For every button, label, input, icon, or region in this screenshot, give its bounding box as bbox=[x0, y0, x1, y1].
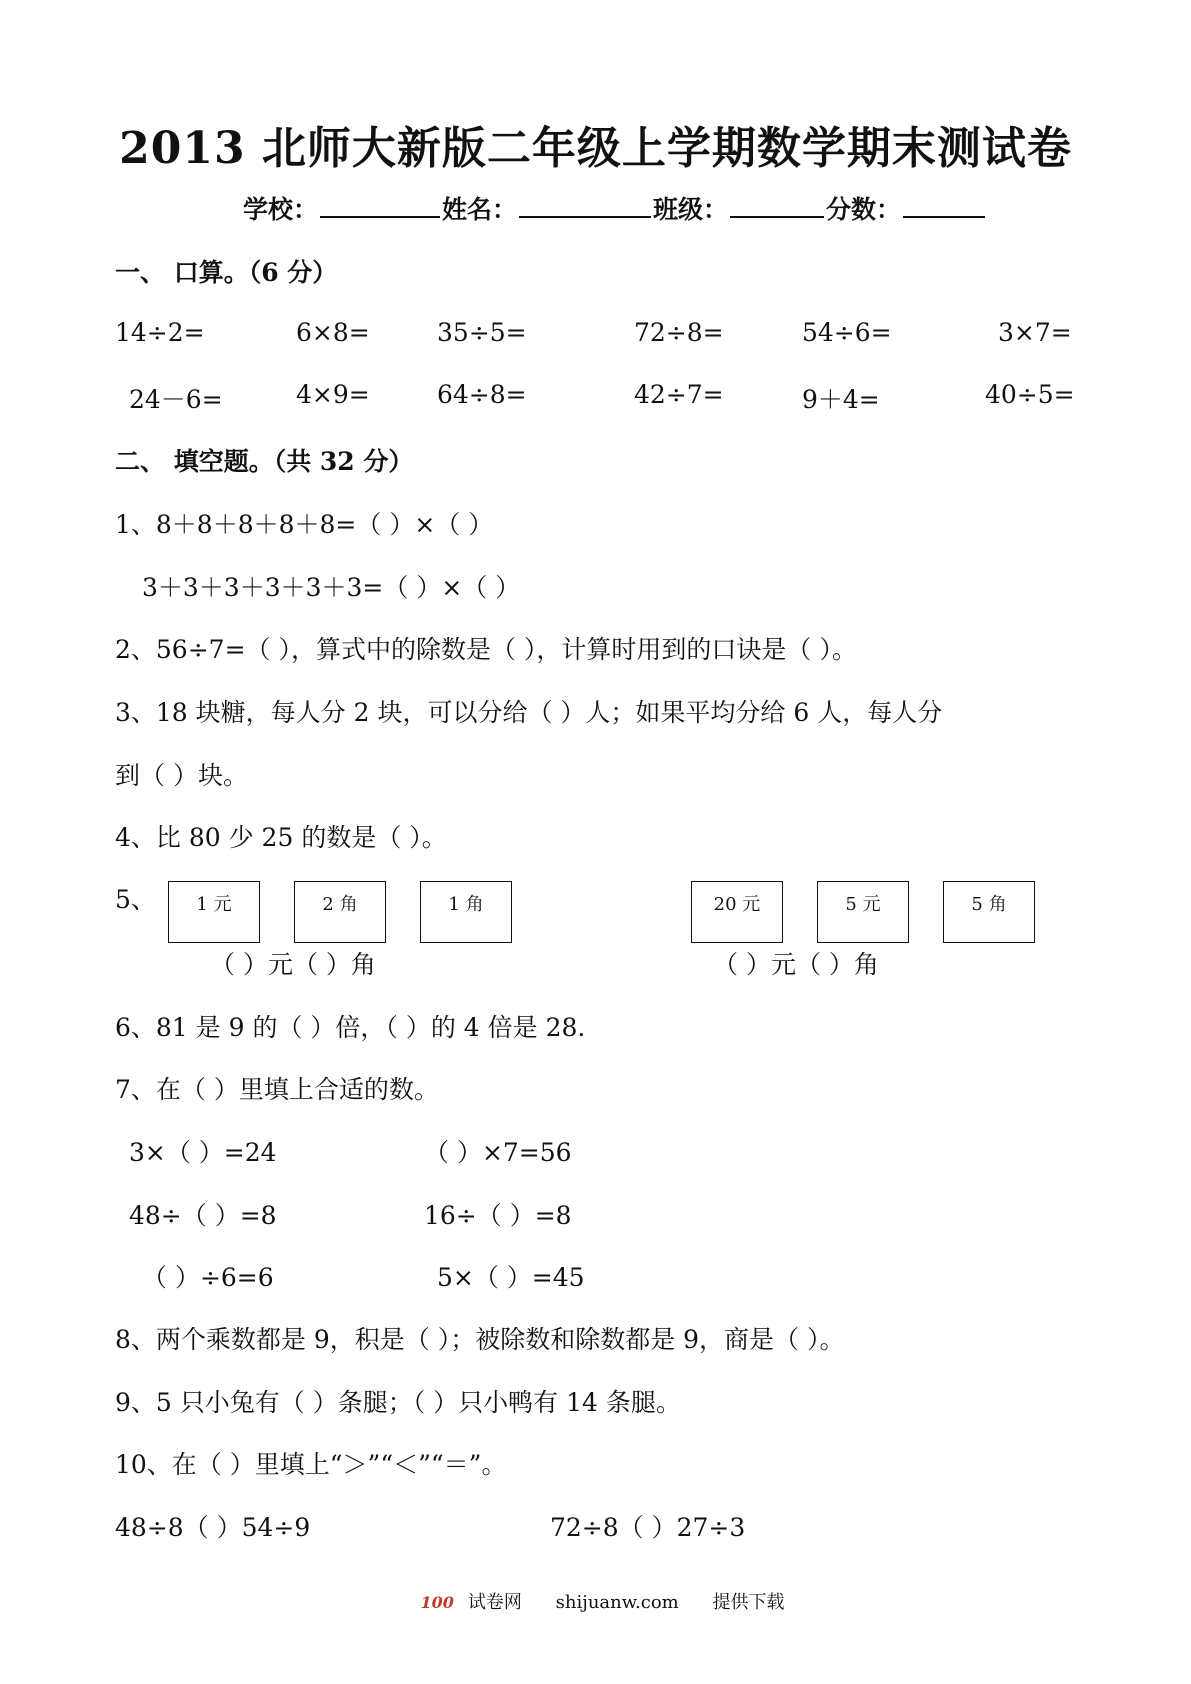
question-5-left-answer: （ ）元（ ）角 bbox=[210, 950, 376, 979]
footer-url[interactable]: shijuanw.com bbox=[555, 1592, 679, 1613]
question-10: 10、在（ ）里填上“＞”“＜”“＝”。 bbox=[115, 1450, 507, 1479]
school-blank bbox=[320, 190, 440, 218]
money-box: 1 元 bbox=[168, 881, 260, 943]
calc-item: 6×8= bbox=[296, 318, 370, 347]
money-box: 20 元 bbox=[691, 881, 783, 943]
question-3a: 3、18 块糖，每人分 2 块，可以分给（ ）人；如果平均分给 6 人，每人分 bbox=[115, 698, 943, 727]
class-blank bbox=[730, 190, 824, 218]
calc-item: 64÷8= bbox=[437, 380, 527, 409]
q7-item: （ ）÷6=6 bbox=[142, 1263, 274, 1292]
question-5-label: 5、 bbox=[115, 885, 156, 914]
page-title: 2013 北师大新版二年级上学期数学期末测试卷 bbox=[119, 123, 1072, 174]
page-footer bbox=[0, 1588, 1191, 1614]
school-label: 学校： bbox=[243, 195, 319, 224]
question-1b: 3＋3＋3＋3＋3＋3=（ ）×（ ） bbox=[142, 573, 521, 602]
question-4: 4、比 80 少 25 的数是（ ）。 bbox=[115, 823, 447, 852]
calc-item: 40÷5= bbox=[985, 380, 1075, 409]
student-info-line bbox=[243, 190, 987, 226]
q7-item: 5×（ ）=45 bbox=[437, 1263, 585, 1292]
calc-item: 42÷7= bbox=[634, 380, 724, 409]
footer-brand bbox=[407, 1592, 522, 1613]
q7-item: 48÷（ ）=8 bbox=[129, 1201, 277, 1230]
question-5-right-answer: （ ）元（ ）角 bbox=[713, 950, 879, 979]
question-2: 2、56÷7=（ ），算式中的除数是（ ），计算时用到的口诀是（ ）。 bbox=[115, 635, 857, 664]
money-box: 5 元 bbox=[817, 881, 909, 943]
q7-item: 16÷（ ）=8 bbox=[424, 1201, 572, 1230]
name-blank bbox=[519, 190, 651, 218]
money-box: 1 角 bbox=[420, 881, 512, 943]
calc-item: 4×9= bbox=[296, 380, 370, 409]
site-name: 试卷网 bbox=[467, 1592, 522, 1613]
question-9: 9、5 只小兔有（ ）条腿；（ ）只小鸭有 14 条腿。 bbox=[115, 1388, 681, 1417]
class-label: 班级： bbox=[653, 195, 729, 224]
score-blank bbox=[903, 190, 985, 218]
question-8: 8、两个乘数都是 9，积是（ ）；被除数和除数都是 9，商是（ ）。 bbox=[115, 1325, 845, 1354]
section2-header: 二、 填空题。（共 32 分） bbox=[115, 447, 414, 476]
calc-item: 9＋4= bbox=[802, 385, 880, 414]
q7-item: （ ）×7=56 bbox=[424, 1138, 572, 1167]
money-box: 2 角 bbox=[294, 881, 386, 943]
calc-item: 54÷6= bbox=[802, 318, 892, 347]
site-logo: 100 bbox=[420, 1593, 454, 1612]
section1-header: 一、 口算。（6 分） bbox=[115, 258, 338, 287]
calc-item: 24－6= bbox=[129, 385, 223, 414]
score-label: 分数： bbox=[826, 195, 902, 224]
calc-item: 35÷5= bbox=[437, 318, 527, 347]
question-1a: 1、8＋8＋8＋8＋8=（ ）×（ ） bbox=[115, 510, 494, 539]
money-box: 5 角 bbox=[943, 881, 1035, 943]
q10-item: 48÷8（ ）54÷9 bbox=[115, 1513, 311, 1542]
question-7: 7、在（ ）里填上合适的数。 bbox=[115, 1075, 439, 1104]
q7-item: 3×（ ）=24 bbox=[129, 1138, 277, 1167]
question-3b: 到（ ）块。 bbox=[115, 761, 248, 790]
calc-item: 14÷2= bbox=[115, 318, 205, 347]
name-label: 姓名： bbox=[442, 195, 518, 224]
footer-note: 提供下载 bbox=[712, 1592, 785, 1613]
calc-item: 72÷8= bbox=[634, 318, 724, 347]
q10-item: 72÷8（ ）27÷3 bbox=[550, 1513, 746, 1542]
question-6: 6、81 是 9 的（ ）倍，（ ）的 4 倍是 28. bbox=[115, 1013, 586, 1042]
calc-item: 3×7= bbox=[998, 318, 1072, 347]
